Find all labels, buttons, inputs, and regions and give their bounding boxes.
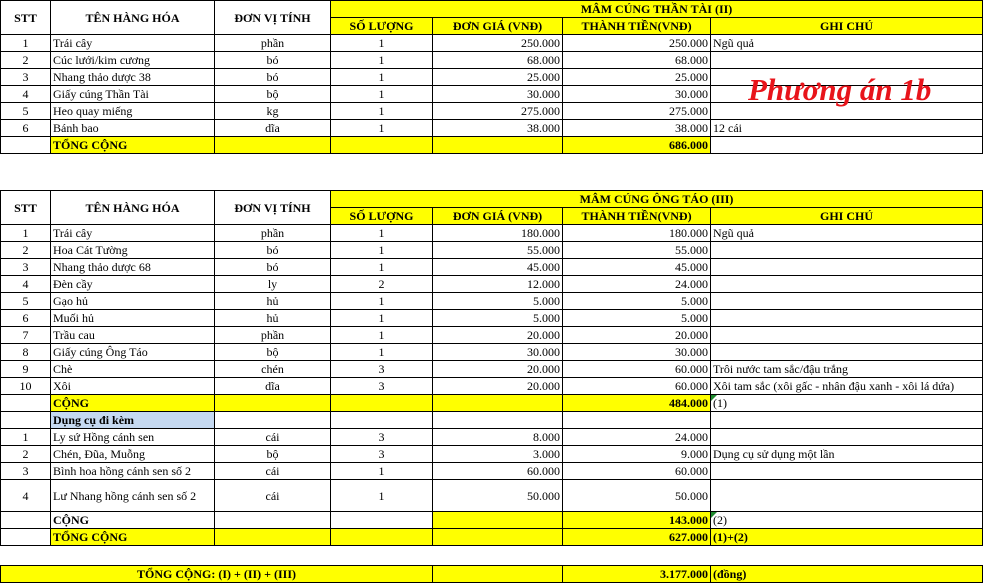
- cell-note: Ngũ quả: [711, 225, 983, 242]
- col-unit: ĐƠN VỊ TÍNH: [215, 191, 331, 225]
- cell-note: Trôi nước tam sắc/đậu trắng: [711, 361, 983, 378]
- cell-price: 180.000: [433, 225, 563, 242]
- subtotal2-value: 143.000: [563, 512, 711, 529]
- cell-name: Chè: [51, 361, 215, 378]
- cell-stt: 3: [1, 259, 51, 276]
- cell-unit: hủ: [215, 310, 331, 327]
- cell-price: 5.000: [433, 310, 563, 327]
- cell-total: 180.000: [563, 225, 711, 242]
- cell-price: 30.000: [433, 86, 563, 103]
- grand-total-label: TỔNG CỘNG: (I) + (II) + (III): [1, 566, 433, 583]
- cell-note: [711, 463, 983, 480]
- cell-name: Giấy cúng Ông Táo: [51, 344, 215, 361]
- cell-total: 5.000: [563, 310, 711, 327]
- cell-qty: 2: [331, 276, 433, 293]
- cell-note: Xôi tam sắc (xôi gấc - nhân đậu xanh - xôi lá dứa): [711, 378, 983, 395]
- table-row: [1, 310, 983, 327]
- cell-note: 12 cái: [711, 120, 983, 137]
- cell-qty: 1: [331, 463, 433, 480]
- table-row: [1, 429, 983, 446]
- cell-price: 8.000: [433, 429, 563, 446]
- cell-qty: 1: [331, 35, 433, 52]
- cell-note: Dụng cụ sử dụng một lần: [711, 446, 983, 463]
- cell-unit: bó: [215, 259, 331, 276]
- cell-total: 24.000: [563, 429, 711, 446]
- table-row: [1, 463, 983, 480]
- table-row: [1, 242, 983, 259]
- total-label: TỔNG CỘNG: [51, 529, 215, 546]
- cell-qty: 1: [331, 327, 433, 344]
- cell-stt: 10: [1, 378, 51, 395]
- cell-qty: 1: [331, 69, 433, 86]
- tools-label: Dụng cụ đi kèm: [51, 412, 215, 429]
- cell-unit: bó: [215, 242, 331, 259]
- cell-stt: 3: [1, 463, 51, 480]
- subtotal1-label: CỘNG: [51, 395, 215, 412]
- cell-price: 3.000: [433, 446, 563, 463]
- col-total: THÀNH TIỀN(VNĐ): [563, 208, 711, 225]
- cell-unit: cái: [215, 480, 331, 512]
- table-row: [1, 259, 983, 276]
- col-stt: STT: [1, 1, 51, 35]
- cell-stt: 9: [1, 361, 51, 378]
- cell-price: 60.000: [433, 463, 563, 480]
- cell-stt: 2: [1, 446, 51, 463]
- cell-note: [711, 242, 983, 259]
- cell-unit: dĩa: [215, 378, 331, 395]
- cell-name: Xôi: [51, 378, 215, 395]
- cell-unit: phần: [215, 35, 331, 52]
- table-row: [1, 344, 983, 361]
- cell-stt: 5: [1, 293, 51, 310]
- cell-unit: ly: [215, 276, 331, 293]
- subtotal1-note: (1): [711, 395, 983, 412]
- grand-total-row: [1, 566, 983, 583]
- col-name: TÊN HÀNG HÓA: [51, 1, 215, 35]
- table-row: [1, 361, 983, 378]
- subtotal1-value: 484.000: [563, 395, 711, 412]
- cell-name: Nhang thảo dược 68: [51, 259, 215, 276]
- tools-rows: [1, 429, 983, 512]
- col-price: ĐƠN GIÁ (VNĐ): [433, 208, 563, 225]
- cell-price: 38.000: [433, 120, 563, 137]
- col-note: GHI CHÚ: [711, 208, 983, 225]
- cell-name: Trái cây: [51, 225, 215, 242]
- col-name: TÊN HÀNG HÓA: [51, 191, 215, 225]
- table-row: [1, 120, 983, 137]
- cell-name: Bánh bao: [51, 120, 215, 137]
- cell-qty: 1: [331, 120, 433, 137]
- cell-note: [711, 327, 983, 344]
- cell-total: 50.000: [563, 480, 711, 512]
- cell-total: 5.000: [563, 293, 711, 310]
- cell-stt: 6: [1, 120, 51, 137]
- cell-total: 68.000: [563, 52, 711, 69]
- cell-total: 60.000: [563, 378, 711, 395]
- cell-name: Muối hủ: [51, 310, 215, 327]
- cell-name: Giấy cúng Thần Tài: [51, 86, 215, 103]
- cell-unit: kg: [215, 103, 331, 120]
- cell-qty: 1: [331, 52, 433, 69]
- cell-stt: 4: [1, 86, 51, 103]
- cell-qty: 1: [331, 293, 433, 310]
- cell-name: Cúc lưới/kim cương: [51, 52, 215, 69]
- cell-note: [711, 429, 983, 446]
- cell-total: 250.000: [563, 35, 711, 52]
- cell-stt: 6: [1, 310, 51, 327]
- cell-total: 25.000: [563, 69, 711, 86]
- cell-total: 275.000: [563, 103, 711, 120]
- cell-name: Bình hoa hồng cánh sen số 2: [51, 463, 215, 480]
- cell-price: 20.000: [433, 361, 563, 378]
- cell-name: Chén, Đũa, Muỗng: [51, 446, 215, 463]
- table-row: [1, 293, 983, 310]
- col-unit: ĐƠN VỊ TÍNH: [215, 1, 331, 35]
- cell-unit: cái: [215, 463, 331, 480]
- cell-qty: 1: [331, 242, 433, 259]
- subtotal2-row: [1, 512, 983, 529]
- section2-rows: [1, 225, 983, 395]
- cell-total: 30.000: [563, 86, 711, 103]
- subtotal2-note: (2): [711, 512, 983, 529]
- table-row: [1, 378, 983, 395]
- cell-stt: 1: [1, 429, 51, 446]
- cell-note: [711, 52, 983, 69]
- table-row: [1, 276, 983, 293]
- cell-name: Trái cây: [51, 35, 215, 52]
- cell-stt: 8: [1, 344, 51, 361]
- grand-total-unit: (đồng): [711, 566, 983, 583]
- cell-name: Hoa Cát Tường: [51, 242, 215, 259]
- cell-stt: 4: [1, 480, 51, 512]
- cell-qty: 1: [331, 310, 433, 327]
- cell-qty: 3: [331, 446, 433, 463]
- section-title: MÂM CÚNG THẦN TÀI (II): [331, 1, 983, 18]
- cell-unit: phần: [215, 225, 331, 242]
- cell-total: 9.000: [563, 446, 711, 463]
- cell-name: Đèn cầy: [51, 276, 215, 293]
- section-title: MÂM CÚNG ÔNG TÁO (III): [331, 191, 983, 208]
- table-row: [1, 35, 983, 52]
- cell-stt: 1: [1, 35, 51, 52]
- cell-unit: dĩa: [215, 120, 331, 137]
- total-label: TỔNG CỘNG: [51, 137, 215, 154]
- cell-total: 20.000: [563, 327, 711, 344]
- cell-total: 24.000: [563, 276, 711, 293]
- cell-note: [711, 310, 983, 327]
- cell-total: 30.000: [563, 344, 711, 361]
- table-row: [1, 327, 983, 344]
- cell-qty: 3: [331, 429, 433, 446]
- cell-price: 45.000: [433, 259, 563, 276]
- col-price: ĐƠN GIÁ (VNĐ): [433, 18, 563, 35]
- cell-total: 55.000: [563, 242, 711, 259]
- table-row: [1, 480, 983, 512]
- total-row: [1, 137, 983, 154]
- cell-name: Ly sứ Hồng cánh sen: [51, 429, 215, 446]
- cell-stt: 7: [1, 327, 51, 344]
- cell-stt: 3: [1, 69, 51, 86]
- subtotal1-row: [1, 395, 983, 412]
- col-qty: SỐ LƯỢNG: [331, 208, 433, 225]
- cell-qty: 1: [331, 344, 433, 361]
- cell-price: 20.000: [433, 327, 563, 344]
- cell-note: [711, 276, 983, 293]
- total-value: 627.000: [563, 529, 711, 546]
- cell-price: 55.000: [433, 242, 563, 259]
- cell-total: 60.000: [563, 463, 711, 480]
- cell-note: [711, 480, 983, 512]
- cell-unit: bó: [215, 52, 331, 69]
- cell-unit: chén: [215, 361, 331, 378]
- plan-title: Phương án 1b: [748, 72, 932, 107]
- cell-qty: 1: [331, 86, 433, 103]
- cell-unit: cái: [215, 429, 331, 446]
- table-row: [1, 225, 983, 242]
- cell-unit: bó: [215, 69, 331, 86]
- total-note: (1)+(2): [711, 529, 983, 546]
- cell-qty: 1: [331, 225, 433, 242]
- table-row: [1, 52, 983, 69]
- subtotal2-label: CỘNG: [51, 512, 215, 529]
- cell-name: Nhang thảo dược 38: [51, 69, 215, 86]
- cell-note: [711, 344, 983, 361]
- cell-total: 38.000: [563, 120, 711, 137]
- cell-note: Ngũ quả: [711, 35, 983, 52]
- cell-price: 275.000: [433, 103, 563, 120]
- cell-name: Heo quay miếng: [51, 103, 215, 120]
- cell-total: 60.000: [563, 361, 711, 378]
- cell-stt: 2: [1, 52, 51, 69]
- cell-unit: hủ: [215, 293, 331, 310]
- cell-qty: 1: [331, 259, 433, 276]
- grand-total-value: 3.177.000: [563, 566, 711, 583]
- cell-price: 50.000: [433, 480, 563, 512]
- cell-price: 250.000: [433, 35, 563, 52]
- cell-unit: phần: [215, 327, 331, 344]
- cell-price: 25.000: [433, 69, 563, 86]
- table-ong-tao: [0, 190, 983, 546]
- cell-qty: 3: [331, 378, 433, 395]
- col-stt: STT: [1, 191, 51, 225]
- cell-price: 68.000: [433, 52, 563, 69]
- cell-stt: 5: [1, 103, 51, 120]
- cell-price: 12.000: [433, 276, 563, 293]
- cell-unit: bộ: [215, 446, 331, 463]
- cell-name: Gạo hủ: [51, 293, 215, 310]
- cell-price: 30.000: [433, 344, 563, 361]
- tools-header-row: [1, 412, 983, 429]
- cell-qty: 3: [331, 361, 433, 378]
- cell-note: [711, 259, 983, 276]
- cell-stt: 1: [1, 225, 51, 242]
- cell-total: 45.000: [563, 259, 711, 276]
- cell-name: Trầu cau: [51, 327, 215, 344]
- col-total: THÀNH TIỀN(VNĐ): [563, 18, 711, 35]
- cell-price: 20.000: [433, 378, 563, 395]
- cell-qty: 1: [331, 103, 433, 120]
- total-value: 686.000: [563, 137, 711, 154]
- cell-note: [711, 293, 983, 310]
- cell-stt: 2: [1, 242, 51, 259]
- col-qty: SỐ LƯỢNG: [331, 18, 433, 35]
- cell-name: Lư Nhang hồng cánh sen số 2: [51, 480, 215, 512]
- cell-unit: bộ: [215, 86, 331, 103]
- cell-stt: 4: [1, 276, 51, 293]
- total-row: [1, 529, 983, 546]
- cell-qty: 1: [331, 480, 433, 512]
- col-note: GHI CHÚ: [711, 18, 983, 35]
- cell-price: 5.000: [433, 293, 563, 310]
- grand-total-table: [0, 565, 983, 583]
- cell-unit: bộ: [215, 344, 331, 361]
- table-row: [1, 446, 983, 463]
